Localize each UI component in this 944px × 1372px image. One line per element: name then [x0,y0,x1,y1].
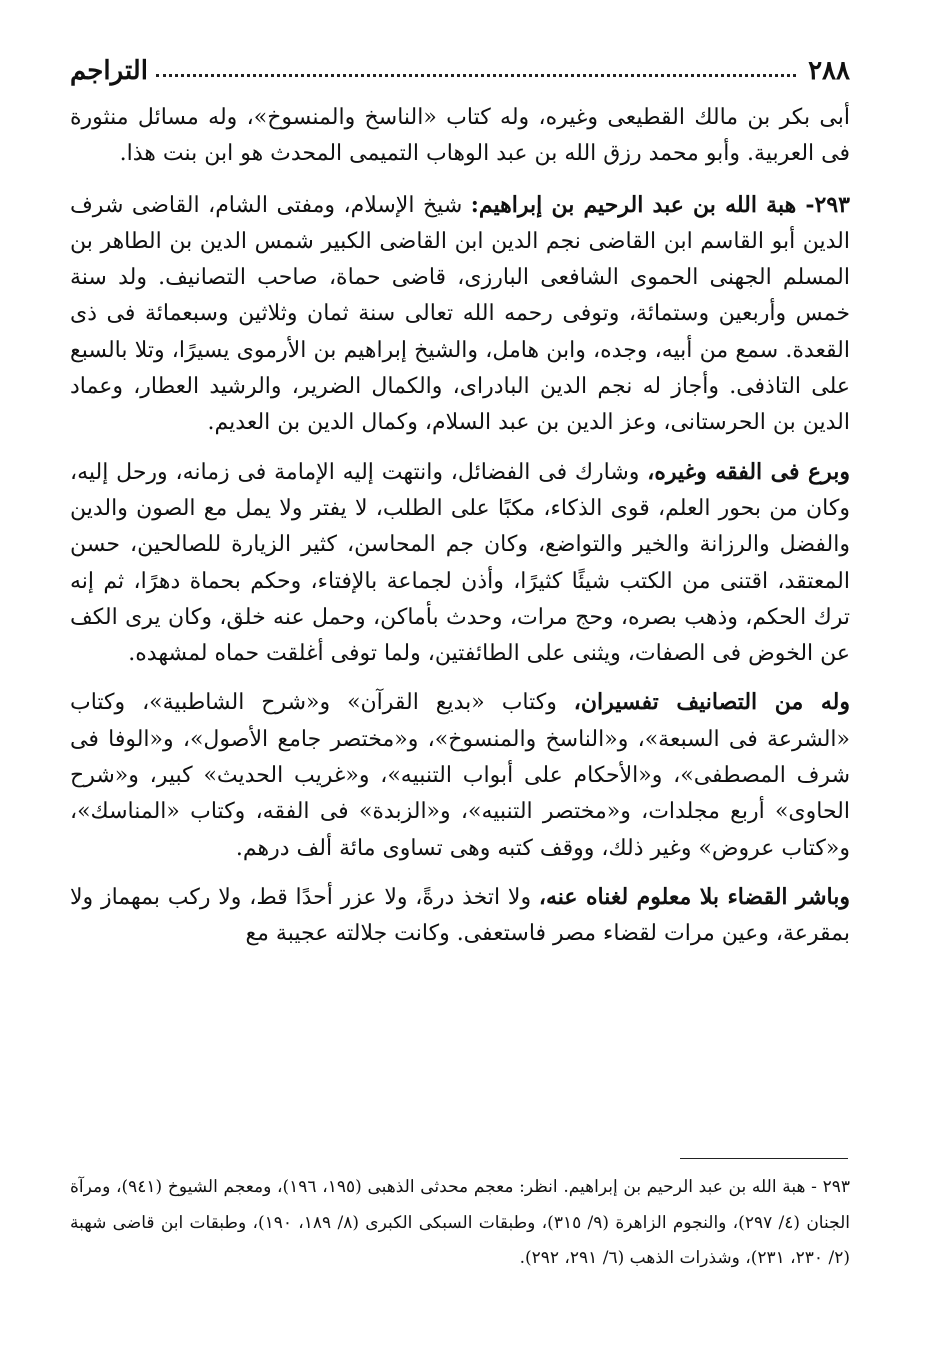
paragraph-text: وكتاب «بديع القرآن» و«شرح الشاطبية»، وكتاب «الشرعة فى السبعة»، و«الناسخ والمنسوخ»، و«مختصر جامع الأصول»، و«الوفا فى شرف المصطفى»، و«الأحكام على أبواب التنبيه»، و«غريب الحديث» كبير، و«شرح الحاوى» أربع مجلدات، و«مختصر التنبيه»، و«الزبدة» فى الفقه، وكتاب «المناسك»، و«كتاب عروض» وغير ذلك، ووقف كتبه وهى تساوى مائة ألف درهم. [70,690,851,861]
paragraph-lead: وباشر القضاء بلا معلوم لغناه عنه، [538,883,850,910]
paragraph-continuation [70,100,850,173]
paragraph-text: أبى بكر بن مالك القطيعى وغيره، وله كتاب «الناسخ والمنسوخ»، وله مسائل منثورة فى العربية. وأبو محمد رزق الله بن عبد الوهاب التميمى المحدث هو ابن بنت هذا. [70,105,850,167]
paragraph-lead: وبرع فى الفقه وغيره، [647,458,850,485]
footnote-text: ٢٩٣ - هبة الله بن عبد الرحيم بن إبراهيم. انظر: معجم محدثى الذهبى (١٩٥، ١٩٦)، ومعجم الشيوخ (٩٤١)، ومرآة الجنان (٤/ ٢٩٧)، والنجوم الزاهرة (٩/ ٣١٥)، وطبقات السبكى الكبرى (٨/ ١٨٩، ١٩٠)، وطبقات ابن قاضى شهبة (٢/ ٢٣٠، ٢٣١)، وشذرات الذهب (٦/ ٢٩١، ٢٩٢). [70,1177,850,1268]
main-text [70,100,850,965]
footnote [70,1170,850,1277]
running-title: التراجم [70,56,148,86]
page-number: ٢٨٨ [808,56,850,86]
footnote-separator [680,1158,848,1159]
paragraph-scholarship [70,454,850,673]
header-dotted-leader [156,74,796,77]
paragraph-text: ولا اتخذ درةً، ولا عزر أحدًا قط، ولا ركب بمهماز ولا بمقرعة، وعين مرات لقضاء مصر فاستعفى. وكانت جلالته عجيبة مع [70,884,850,947]
entry-heading: ٢٩٣- هبة الله بن عبد الرحيم بن إبراهيم: [470,191,850,218]
page-header [70,40,850,86]
paragraph-biography-entry [70,187,850,442]
paragraph-text: شيخ الإسلام، ومفتى الشام، القاضى شرف الدين أبو القاسم ابن القاضى نجم الدين ابن القاضى الكبير شمس الدين بن الطاهر بن المسلم الجهنى الحموى الشافعى البارزى، قاضى حماة، صاحب التصانيف. ولد سنة خمس وأربعين وستمائة، وتوفى رحمه الله تعالى سنة ثمان وثلاثين وسبعمائة فى ذى القعدة. سمع من أبيه، وجده، وابن هامل، والشيخ إبراهيم بن الأرموى يسيرًا، وتلا بالسبع على التاذفى. وأجاز له نجم الدين البادراى، والكمال الضرير، والرشيد العطار، وعماد الدين بن الحرستانى، وعز الدين بن عبد السلام، وكمال الدين بن العديم. [70,192,850,436]
paragraph-judgeship [70,879,850,953]
paragraph-works [70,684,850,866]
paragraph-text: وشارك فى الفضائل، وانتهت إليه الإمامة فى زمانه، ورحل إليه، وكان من بحور العلم، قوى الذكاء، مكبًا على الطلب، لا يفتر ولا يمل مع الصون والدين والفضل والرزانة والخير والتواضع، وكان جم المحاسن، كثير الزيارة للصالحين، حسن المعتقد، اقتنى من الكتب شيئًا كثيرًا، وأذن لجماعة بالإفتاء، وحكم بحماة دهرًا، ثم إنه ترك الحكم، وذهب بصره، وحج مرات، وحدث بأماكن، وحمل عنه خلق، وكان يرى الكف عن الخوض فى الصفات، ويثنى على الطائفتين، ولما توفى أغلقت حماه لمشهده. [70,459,850,667]
paragraph-lead: وله من التصانيف تفسيران، [573,689,850,716]
